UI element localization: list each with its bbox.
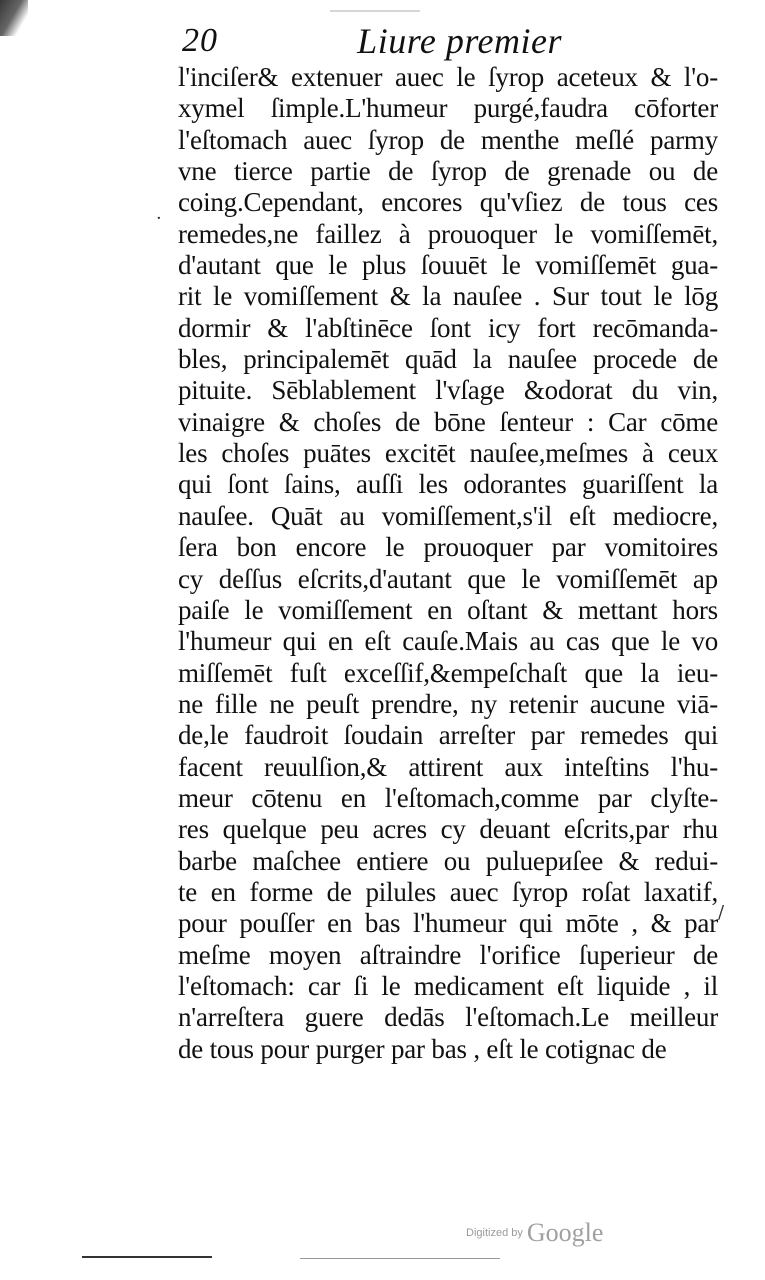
- text-line: meur cōtenu en l'eſtomach,comme par clyſte-: [178, 782, 718, 813]
- text-line: de,le faudroit ſoudain arreſter par remedes qui: [178, 720, 718, 751]
- text-line: vinaigre & choſes de bōne ſenteur : Car cōme: [178, 406, 718, 437]
- ink-speck: /: [718, 902, 725, 923]
- body-text: [178, 62, 718, 1065]
- text-line: dormir & l'abſtinēce ſont icy fort recōmanda-: [178, 312, 718, 343]
- digitized-by-google-watermark: [466, 1218, 603, 1248]
- text-line: meſme moyen aſtraindre l'orifice ſuperieur de: [178, 939, 718, 970]
- text-line: cy deſſus eſcrits,d'autant que le vomiſſemēt ap: [178, 563, 718, 594]
- text-line: facent reuulſion,& attirent aux inteſtins l'hu-: [178, 751, 718, 782]
- text-line: l'eſtomach: car ſi le medicament eſt liquide , il: [178, 970, 718, 1001]
- text-line: l'humeur qui en eſt cauſe.Mais au cas que le vo: [178, 626, 718, 657]
- text-line: te en forme de pilules auec ſyrop roſat laxatif,: [178, 876, 718, 907]
- ink-speck: ·: [156, 208, 162, 229]
- scan-top-bleed: [330, 0, 420, 12]
- running-title: Liure premier: [357, 21, 562, 61]
- text-line: d'autant que le plus ſouuēt le vomiſſemēt gua-: [178, 250, 718, 281]
- text-line: vne tierce partie de ſyrop de grenade ou de: [178, 156, 718, 187]
- text-line: bles, principalemēt quād la nauſee procede de: [178, 344, 718, 375]
- text-line: qui ſont ſains, auſſi les odorantes guariſſent la: [178, 469, 718, 500]
- text-line: res quelque peu acres cy deuant eſcrits,par rhu: [178, 814, 718, 845]
- scan-bottom-line-faint: [300, 1258, 500, 1259]
- text-line: coing.Cependant, encores qu'vſiez de tous ces: [178, 187, 718, 218]
- text-line: l'eſtomach auec ſyrop de menthe meſlé parmy: [178, 124, 718, 155]
- scan-bottom-line: [82, 1256, 212, 1258]
- text-line: rit le vomiſſement & la nauſee . Sur tout le lōg: [178, 281, 718, 312]
- scan-edge-smudge: [0, 0, 28, 36]
- text-line: l'inciſer& extenuer auec le ſyrop aceteux & l'o-: [178, 62, 718, 92]
- page-number: 20: [182, 22, 218, 59]
- text-line: de tous pour purger par bas , eſt le cotignac de: [178, 1033, 667, 1064]
- text-line: miſſemēt fuſt exceſſif,&empeſchaſt que la ieu-: [178, 657, 718, 688]
- text-line: paiſe le vomiſſement en oſtant & mettant hors: [178, 594, 718, 625]
- text-line: ne fille ne peuſt prendre, ny retenir aucune viā-: [178, 688, 718, 719]
- text-line: pour pouſſer en bas l'humeur qui mōte , & par: [178, 908, 718, 939]
- text-line: pituite. Sēblablement l'vſage &odorat du vin,: [178, 375, 718, 406]
- text-line: nauſee. Quāt au vomiſſement,s'il eſt mediocre,: [178, 500, 718, 531]
- watermark-prefix: Digitized by: [466, 1227, 523, 1239]
- google-logo: Google: [526, 1218, 604, 1247]
- text-line: les choſes puātes excitēt nauſee,meſmes à ceux: [178, 438, 718, 469]
- page-header: [182, 20, 562, 66]
- text-line: n'arreſtera guere dedās l'eſtomach.Le meilleur: [178, 1002, 718, 1033]
- text-line: remedes,ne faillez à prouoquer le vomiſſemēt,: [178, 218, 718, 249]
- text-line: barbe maſchee entiere ou puluериſee & redui-: [178, 845, 718, 876]
- text-line: xymel ſimple.L'humeur purgé,faudra cōforter: [178, 93, 718, 124]
- text-line: ſera bon encore le prouoquer par vomitoires: [178, 532, 718, 563]
